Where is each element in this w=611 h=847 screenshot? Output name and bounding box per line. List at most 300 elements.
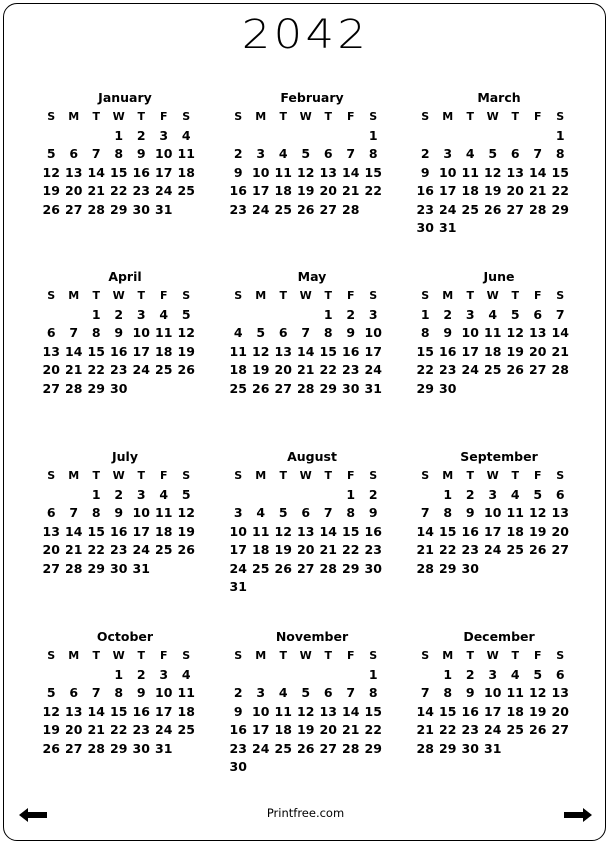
day-cell: 24	[252, 740, 270, 756]
weekday-label: T	[137, 469, 145, 482]
day-cell: 10	[229, 523, 247, 539]
empty-cell	[227, 127, 250, 146]
weekday-label: T	[279, 110, 287, 123]
day-cell: 23	[229, 201, 247, 217]
day-cell: 9	[346, 325, 356, 340]
day-cell: 13	[65, 703, 83, 719]
day-cell: 12	[252, 343, 270, 359]
day-cell: 26	[484, 201, 502, 217]
weekday-label: S	[369, 469, 378, 482]
day-cell: 21	[551, 343, 569, 359]
day-cell: 30	[110, 560, 128, 576]
day-cell: 17	[252, 183, 270, 198]
day-cell: 17	[252, 722, 270, 737]
day-cell: 6	[323, 146, 333, 161]
day-cell: 23	[364, 542, 382, 557]
day-cell: 7	[69, 325, 79, 340]
day-cell: 13	[551, 505, 569, 520]
day-cell: 26	[529, 542, 547, 557]
empty-cell	[85, 666, 108, 685]
weekday-label: T	[137, 110, 145, 123]
day-cell: 21	[87, 183, 105, 198]
weekday-label: W	[486, 469, 499, 482]
day-cell: 2	[420, 146, 430, 161]
weekday-label: F	[346, 289, 355, 302]
weekday-label: F	[533, 649, 542, 662]
day-cell: 13	[65, 164, 83, 180]
day-cell: 11	[274, 164, 292, 180]
day-cell: 7	[420, 685, 430, 700]
day-cell: 14	[551, 325, 569, 340]
day-cell: 21	[65, 542, 83, 557]
day-cell: 12	[484, 164, 502, 180]
day-cell: 8	[114, 146, 124, 161]
weekday-label: M	[68, 110, 80, 123]
day-cell: 27	[506, 201, 524, 217]
day-cell: 26	[529, 722, 547, 737]
weekday-label: F	[159, 289, 168, 302]
day-cell: 10	[132, 325, 150, 340]
weekday-label: F	[533, 469, 542, 482]
day-cell: 27	[42, 380, 60, 396]
weekday-label: S	[47, 649, 56, 662]
day-cell: 23	[110, 362, 128, 377]
weekday-label: S	[556, 289, 565, 302]
day-cell: 3	[159, 127, 169, 143]
empty-cell	[414, 127, 437, 146]
day-cell: 5	[181, 486, 191, 502]
weekday-label: F	[159, 469, 168, 482]
day-cell: 25	[461, 201, 479, 217]
month-grid	[414, 467, 584, 578]
month-name: December	[463, 629, 535, 644]
day-cell: 4	[510, 486, 520, 502]
day-cell: 14	[342, 703, 360, 719]
day-cell: 13	[506, 164, 524, 180]
day-cell: 17	[155, 703, 173, 719]
day-cell: 8	[420, 325, 430, 340]
day-cell: 25	[177, 722, 195, 737]
empty-cell	[317, 486, 340, 505]
day-cell: 7	[555, 306, 565, 322]
day-cell: 10	[252, 703, 270, 719]
day-cell: 1	[114, 127, 124, 143]
weekday-label: T	[466, 110, 474, 123]
weekday-label: W	[486, 110, 499, 123]
day-cell: 17	[155, 164, 173, 180]
month-grid	[414, 647, 584, 758]
day-cell: 8	[323, 325, 333, 340]
day-cell: 10	[364, 325, 382, 340]
day-cell: 20	[65, 722, 83, 737]
day-cell: 9	[114, 325, 124, 340]
day-cell: 30	[416, 220, 434, 235]
day-cell: 20	[551, 523, 569, 539]
day-cell: 26	[177, 362, 195, 377]
empty-cell	[317, 666, 340, 685]
weekday-label: S	[234, 649, 243, 662]
day-cell: 10	[484, 685, 502, 700]
day-cell: 31	[229, 579, 247, 594]
day-cell: 30	[461, 740, 479, 756]
empty-cell	[40, 486, 63, 505]
day-cell: 1	[114, 666, 124, 682]
day-cell: 2	[233, 685, 243, 700]
month-november	[227, 629, 397, 777]
empty-cell	[340, 127, 363, 146]
weekday-label: T	[324, 469, 332, 482]
day-cell: 26	[42, 201, 60, 217]
weekday-label: S	[182, 289, 191, 302]
day-cell: 8	[91, 505, 101, 520]
day-cell: 15	[439, 703, 457, 719]
month-february	[227, 90, 397, 219]
weekday-label: T	[511, 469, 519, 482]
day-cell: 7	[91, 685, 101, 700]
day-cell: 11	[155, 505, 173, 520]
day-cell: 24	[132, 362, 150, 377]
day-cell: 29	[416, 380, 434, 396]
day-cell: 24	[461, 362, 479, 377]
weekday-label: F	[346, 469, 355, 482]
weekday-label: M	[442, 110, 454, 123]
day-cell: 1	[555, 127, 565, 143]
day-cell: 23	[416, 201, 434, 217]
month-name: September	[460, 449, 538, 464]
day-cell: 28	[65, 560, 83, 576]
day-cell: 26	[42, 740, 60, 756]
day-cell: 20	[506, 183, 524, 198]
day-cell: 9	[233, 703, 243, 719]
empty-cell	[459, 127, 482, 146]
day-cell: 18	[274, 183, 292, 198]
weekday-label: S	[47, 289, 56, 302]
day-cell: 21	[319, 542, 337, 557]
weekday-label: T	[511, 289, 519, 302]
day-cell: 16	[342, 343, 360, 359]
month-may	[227, 269, 397, 398]
day-cell: 22	[364, 183, 382, 198]
day-cell: 3	[233, 505, 243, 520]
weekday-label: T	[324, 289, 332, 302]
weekday-label: S	[47, 469, 56, 482]
day-cell: 18	[252, 542, 270, 557]
day-cell: 5	[181, 306, 191, 322]
day-cell: 18	[484, 343, 502, 359]
day-cell: 22	[551, 183, 569, 198]
day-cell: 1	[368, 666, 378, 682]
day-cell: 1	[346, 486, 356, 502]
day-cell: 16	[110, 523, 128, 539]
day-cell: 6	[301, 505, 311, 520]
weekday-label: T	[466, 469, 474, 482]
day-cell: 15	[110, 703, 128, 719]
day-cell: 9	[465, 505, 475, 520]
day-cell: 29	[110, 201, 128, 217]
day-cell: 21	[87, 722, 105, 737]
day-cell: 27	[551, 722, 569, 737]
day-cell: 13	[274, 343, 292, 359]
day-cell: 13	[319, 703, 337, 719]
weekday-label: T	[92, 289, 100, 302]
day-cell: 14	[529, 164, 547, 180]
month-name: January	[98, 90, 152, 105]
weekday-label: F	[533, 289, 542, 302]
day-cell: 10	[484, 505, 502, 520]
day-cell: 7	[346, 685, 356, 700]
day-cell: 2	[465, 486, 475, 502]
day-cell: 13	[42, 523, 60, 539]
day-cell: 16	[461, 703, 479, 719]
day-cell: 7	[346, 146, 356, 161]
month-december	[414, 629, 584, 758]
day-cell: 21	[297, 362, 315, 377]
day-cell: 6	[510, 146, 520, 161]
day-cell: 20	[551, 703, 569, 719]
day-cell: 3	[256, 146, 266, 161]
day-cell: 1	[443, 666, 453, 682]
day-cell: 26	[297, 740, 315, 756]
day-cell: 22	[416, 362, 434, 377]
weekday-label: W	[112, 289, 125, 302]
day-cell: 6	[555, 486, 565, 502]
day-cell: 20	[42, 542, 60, 557]
day-cell: 24	[155, 183, 173, 198]
weekday-label: T	[279, 289, 287, 302]
day-cell: 24	[364, 362, 382, 377]
day-cell: 15	[319, 343, 337, 359]
day-cell: 7	[69, 505, 79, 520]
day-cell: 20	[274, 362, 292, 377]
day-cell: 4	[256, 505, 266, 520]
day-cell: 26	[297, 201, 315, 217]
day-cell: 8	[368, 146, 378, 161]
day-cell: 20	[297, 542, 315, 557]
empty-cell	[63, 306, 86, 325]
day-cell: 10	[461, 325, 479, 340]
day-cell: 13	[529, 325, 547, 340]
day-cell: 29	[439, 560, 457, 576]
day-cell: 3	[256, 685, 266, 700]
day-cell: 18	[274, 722, 292, 737]
day-cell: 25	[506, 542, 524, 557]
day-cell: 23	[439, 362, 457, 377]
empty-cell	[40, 306, 63, 325]
day-cell: 3	[488, 666, 498, 682]
day-cell: 28	[65, 380, 83, 396]
day-cell: 20	[529, 343, 547, 359]
empty-cell	[272, 127, 295, 146]
weekday-label: T	[279, 469, 287, 482]
day-cell: 16	[364, 523, 382, 539]
day-cell: 18	[461, 183, 479, 198]
day-cell: 14	[297, 343, 315, 359]
weekday-label: S	[421, 289, 430, 302]
day-cell: 5	[301, 685, 311, 700]
day-cell: 22	[110, 722, 128, 737]
day-cell: 21	[416, 722, 434, 737]
day-cell: 25	[155, 542, 173, 557]
day-cell: 3	[136, 306, 146, 322]
day-cell: 12	[529, 685, 547, 700]
month-grid	[40, 108, 210, 219]
day-cell: 28	[551, 362, 569, 377]
day-cell: 27	[319, 740, 337, 756]
day-cell: 2	[368, 486, 378, 502]
day-cell: 1	[323, 306, 333, 322]
day-cell: 29	[319, 380, 337, 396]
day-cell: 9	[443, 325, 453, 340]
day-cell: 21	[529, 183, 547, 198]
day-cell: 27	[297, 560, 315, 576]
day-cell: 30	[132, 201, 150, 217]
day-cell: 4	[488, 306, 498, 322]
day-cell: 16	[229, 183, 247, 198]
day-cell: 16	[416, 183, 434, 198]
weekday-label: S	[556, 110, 565, 123]
month-grid	[40, 287, 210, 398]
day-cell: 22	[87, 362, 105, 377]
empty-cell	[227, 666, 250, 685]
day-cell: 18	[506, 523, 524, 539]
day-cell: 12	[297, 164, 315, 180]
empty-cell	[63, 486, 86, 505]
day-cell: 4	[465, 146, 475, 161]
day-cell: 21	[416, 542, 434, 557]
day-cell: 11	[506, 505, 524, 520]
day-cell: 11	[484, 325, 502, 340]
empty-cell	[272, 666, 295, 685]
day-cell: 16	[461, 523, 479, 539]
day-cell: 29	[439, 740, 457, 756]
month-april	[40, 269, 210, 398]
day-cell: 13	[42, 343, 60, 359]
weekday-label: T	[324, 649, 332, 662]
day-cell: 7	[301, 325, 311, 340]
weekday-label: M	[68, 289, 80, 302]
empty-cell	[63, 666, 86, 685]
day-cell: 2	[233, 146, 243, 161]
day-cell: 23	[461, 722, 479, 737]
day-cell: 5	[533, 666, 543, 682]
day-cell: 10	[132, 505, 150, 520]
day-cell: 15	[416, 343, 434, 359]
empty-cell	[272, 486, 295, 505]
empty-cell	[482, 127, 505, 146]
day-cell: 25	[252, 560, 270, 576]
month-name: July	[112, 449, 138, 464]
day-cell: 22	[439, 542, 457, 557]
day-cell: 6	[69, 685, 79, 700]
day-cell: 21	[342, 183, 360, 198]
day-cell: 9	[368, 505, 378, 520]
day-cell: 29	[551, 201, 569, 217]
day-cell: 21	[65, 362, 83, 377]
weekday-label: S	[182, 469, 191, 482]
right-arrow-icon[interactable]	[564, 808, 592, 822]
day-cell: 23	[229, 740, 247, 756]
weekday-label: S	[182, 110, 191, 123]
day-cell: 14	[87, 703, 105, 719]
day-cell: 17	[484, 703, 502, 719]
day-cell: 11	[177, 685, 195, 700]
weekday-label: M	[255, 110, 267, 123]
day-cell: 9	[420, 164, 430, 180]
day-cell: 5	[488, 146, 498, 161]
day-cell: 28	[342, 740, 360, 756]
day-cell: 19	[529, 703, 547, 719]
month-name: August	[287, 449, 337, 464]
day-cell: 5	[301, 146, 311, 161]
day-cell: 5	[46, 146, 56, 161]
day-cell: 19	[42, 183, 60, 198]
day-cell: 4	[278, 685, 288, 700]
day-cell: 5	[533, 486, 543, 502]
day-cell: 7	[323, 505, 333, 520]
month-grid	[227, 287, 397, 398]
day-cell: 27	[65, 201, 83, 217]
day-cell: 14	[416, 523, 434, 539]
day-cell: 20	[42, 362, 60, 377]
day-cell: 3	[368, 306, 378, 322]
weekday-label: S	[556, 469, 565, 482]
day-cell: 14	[65, 523, 83, 539]
day-cell: 25	[274, 201, 292, 217]
day-cell: 28	[416, 560, 434, 576]
empty-cell	[295, 127, 318, 146]
day-cell: 19	[297, 183, 315, 198]
day-cell: 16	[132, 703, 150, 719]
day-cell: 29	[364, 740, 382, 756]
month-grid	[414, 108, 584, 238]
day-cell: 11	[229, 343, 247, 359]
day-cell: 8	[368, 685, 378, 700]
day-cell: 4	[181, 127, 191, 143]
day-cell: 31	[155, 740, 173, 756]
day-cell: 27	[42, 560, 60, 576]
weekday-label: T	[511, 110, 519, 123]
day-cell: 26	[274, 560, 292, 576]
day-cell: 2	[465, 666, 475, 682]
day-cell: 18	[506, 703, 524, 719]
day-cell: 18	[155, 523, 173, 539]
day-cell: 30	[229, 759, 247, 774]
day-cell: 12	[42, 164, 60, 180]
day-cell: 24	[439, 201, 457, 217]
weekday-label: T	[324, 110, 332, 123]
empty-cell	[504, 127, 527, 146]
weekday-label: S	[369, 289, 378, 302]
day-cell: 30	[110, 380, 128, 396]
day-cell: 6	[555, 666, 565, 682]
day-cell: 7	[533, 146, 543, 161]
day-cell: 1	[368, 127, 378, 143]
day-cell: 16	[110, 343, 128, 359]
day-cell: 27	[319, 201, 337, 217]
day-cell: 24	[484, 722, 502, 737]
day-cell: 26	[252, 380, 270, 396]
day-cell: 29	[87, 380, 105, 396]
day-cell: 4	[181, 666, 191, 682]
month-october	[40, 629, 210, 758]
day-cell: 25	[484, 362, 502, 377]
day-cell: 26	[177, 542, 195, 557]
day-cell: 15	[551, 164, 569, 180]
day-cell: 3	[488, 486, 498, 502]
site-credit[interactable]: Printfree.com	[266, 806, 345, 820]
weekday-label: S	[234, 469, 243, 482]
month-september	[414, 449, 584, 578]
